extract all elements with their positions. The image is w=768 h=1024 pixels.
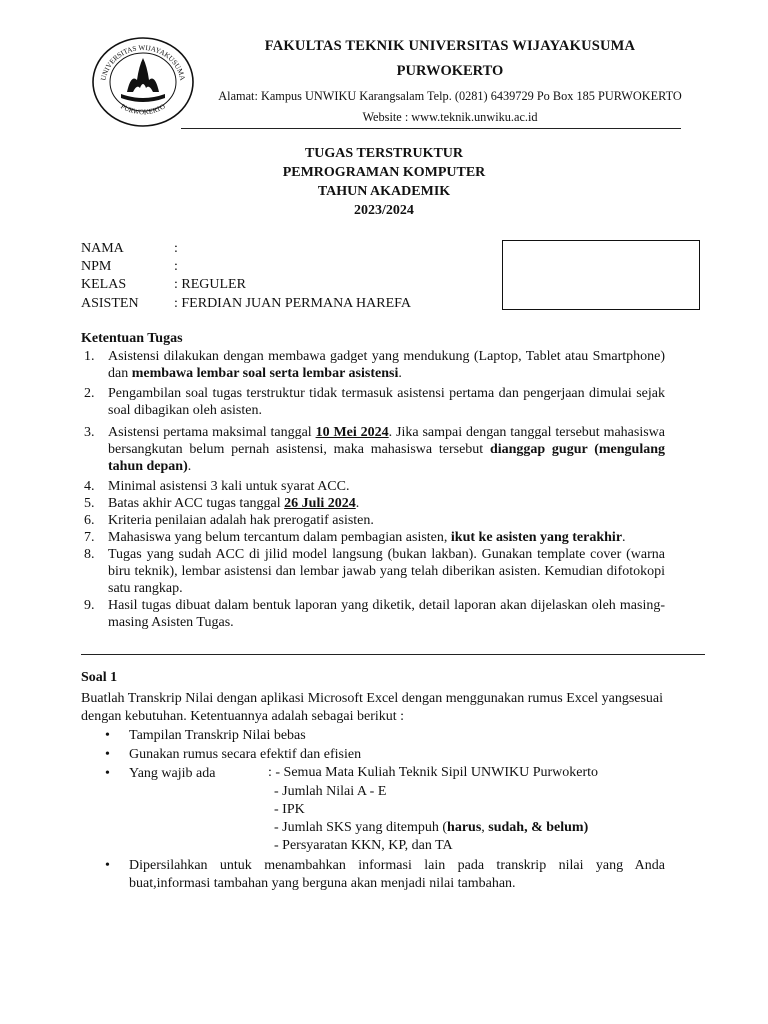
- item-number: 4.: [84, 479, 95, 494]
- item-text: Hasil tugas dibuat dalam bentuk laporan yang diketik, detail laporan akan dijelaskan oleh masing-masing Asisten Tugas.: [108, 598, 665, 630]
- item-number: 7.: [84, 530, 95, 545]
- ketentuan-item-9: [81, 597, 665, 631]
- item-text-bold: dianggap gugur (mengulang tahun depan): [108, 442, 665, 474]
- item-text: .: [398, 366, 402, 381]
- doc-title-2: PEMROGRAMAN KOMPUTER: [282, 165, 486, 180]
- item-date: 10 Mei 2024: [315, 425, 389, 440]
- doc-title-1: TUGAS TERSTRUKTUR: [304, 146, 464, 161]
- bullet-icon: •: [105, 766, 110, 781]
- ketentuan-list: [81, 348, 665, 634]
- item-number: 6.: [84, 513, 95, 528]
- header-divider: [181, 128, 681, 129]
- item-text: Tugas yang sudah ACC di jilid model langsung (bukan lakban). Gunakan template cover (warna biru teknik), lembar asistensi dan lembar jawab yang telah diberikan asisten. Kemudian difotokopi satu rangkap.: [108, 547, 665, 596]
- bullet-text: Yang wajib ada: [129, 766, 216, 781]
- ketentuan-item-3: [81, 424, 665, 475]
- item-text: .: [622, 530, 626, 545]
- item-number: 5.: [84, 496, 95, 511]
- requirement-5: - Persyaratan KKN, KP, dan TA: [274, 838, 453, 853]
- ketentuan-heading: Ketentuan Tugas: [81, 331, 183, 346]
- requirement-text: ,: [481, 820, 489, 835]
- requirement-bold: , & belum): [524, 820, 589, 835]
- item-text: . Jika sampai dengan tanggal tersebut mahasiswa bersangkutan belum pernah asistensi, maka mahasiswa tersebut: [108, 425, 666, 457]
- faculty-name: FAKULTAS TEKNIK UNIVERSITAS WIJAYAKUSUMA: [264, 38, 636, 54]
- item-text: Pengambilan soal tugas terstruktur tidak termasuk asistensi pertama dan pengerjaan dimulai sejak soal dibagikan oleh asisten.: [108, 386, 665, 418]
- item-text-bold: ikut ke asisten yang terakhir: [450, 530, 623, 545]
- faculty-address: Alamat: Kampus UNWIKU Karangsalam Telp. (0281) 6439729 Po Box 185 PURWOKERTO: [218, 89, 682, 103]
- asisten-value: : FERDIAN JUAN PERMANA HAREFA: [174, 296, 411, 311]
- item-number: 9.: [84, 598, 95, 613]
- section-divider: [81, 654, 705, 655]
- ketentuan-item-7: [81, 529, 665, 546]
- requirement-4: [274, 820, 588, 836]
- item-text: .: [187, 459, 192, 474]
- ketentuan-item-2: [81, 385, 665, 419]
- requirement-bold: harus: [447, 820, 482, 835]
- faculty-city: PURWOKERTO: [396, 63, 504, 79]
- item-date: 26 Juli 2024: [284, 496, 356, 511]
- nama-label: NAMA: [81, 241, 124, 256]
- doc-title-3: TAHUN AKADEMIK: [317, 184, 451, 199]
- nama-value: :: [174, 241, 178, 256]
- ketentuan-item-1: [81, 348, 665, 382]
- asisten-label: ASISTEN: [81, 296, 139, 311]
- doc-title-4: 2023/2024: [354, 203, 414, 218]
- soal-intro: Buatlah Transkrip Nilai dengan aplikasi Microsoft Excel dengan menggunakan rumus Excel yangsesuai dengan kebutuhan. Ketentuannya adalah sebagai berikut :: [81, 691, 664, 724]
- item-text: Minimal asistensi 3 kali untuk syarat ACC.: [108, 479, 350, 494]
- requirement-1: : - Semua Mata Kuliah Teknik Sipil UNWIKU Purwokerto: [268, 765, 599, 780]
- photo-box: [502, 240, 700, 310]
- requirement-2: - Jumlah Nilai A - E: [274, 784, 387, 799]
- requirement-text: - Jumlah SKS yang ditempuh (: [274, 820, 448, 835]
- ketentuan-item-6: [81, 512, 665, 529]
- ketentuan-item-5: [81, 495, 665, 512]
- item-number: 1.: [84, 349, 95, 364]
- item-number: 8.: [84, 547, 95, 562]
- bullet-icon: •: [105, 728, 110, 743]
- item-text: Kriteria penilaian adalah hak prerogatif asisten.: [108, 513, 374, 528]
- npm-label: NPM: [81, 259, 112, 274]
- kelas-label: KELAS: [81, 277, 127, 292]
- ketentuan-item-8: [81, 546, 665, 597]
- item-text-bold: membawa lembar soal serta lembar asistensi: [131, 366, 399, 381]
- logo-text-top: UNIVERSITAS WIJAYAKUSUMA: [99, 43, 187, 82]
- item-text: Batas akhir ACC tugas tanggal: [108, 496, 285, 511]
- item-text: Mahasiswa yang belum tercantum dalam pembagian asisten,: [108, 530, 451, 545]
- npm-value: :: [174, 259, 178, 274]
- bullet-text: Gunakan rumus secara efektif dan efisien: [129, 747, 362, 762]
- item-number: 3.: [84, 425, 95, 440]
- bullet-icon: •: [105, 858, 110, 873]
- bullet-icon: •: [105, 747, 110, 762]
- bullet-text: Tampilan Transkrip Nilai bebas: [129, 728, 306, 743]
- requirement-3: - IPK: [274, 802, 305, 817]
- item-text: Asistensi dilakukan dengan membawa gadget yang mendukung (Laptop, Tablet atau Smartphone) dan: [108, 349, 665, 381]
- item-number: 2.: [84, 386, 95, 401]
- soal-heading: Soal 1: [81, 670, 118, 685]
- requirement-bold: sudah: [488, 820, 525, 835]
- item-text: .: [355, 496, 360, 511]
- faculty-website: Website : www.teknik.unwiku.ac.id: [362, 110, 538, 124]
- logo-text-bottom: PURWOKERTO: [119, 102, 167, 117]
- bullet-text: Dipersilahkan untuk menambahkan informasi lain pada transkrip nilai yang Anda buat,informasi tambahan yang berguna akan menjadi nilai tambahan.: [129, 858, 665, 891]
- ketentuan-item-4: [81, 478, 665, 495]
- kelas-value: : REGULER: [174, 277, 246, 292]
- item-text: Asistensi pertama maksimal tanggal: [108, 425, 316, 440]
